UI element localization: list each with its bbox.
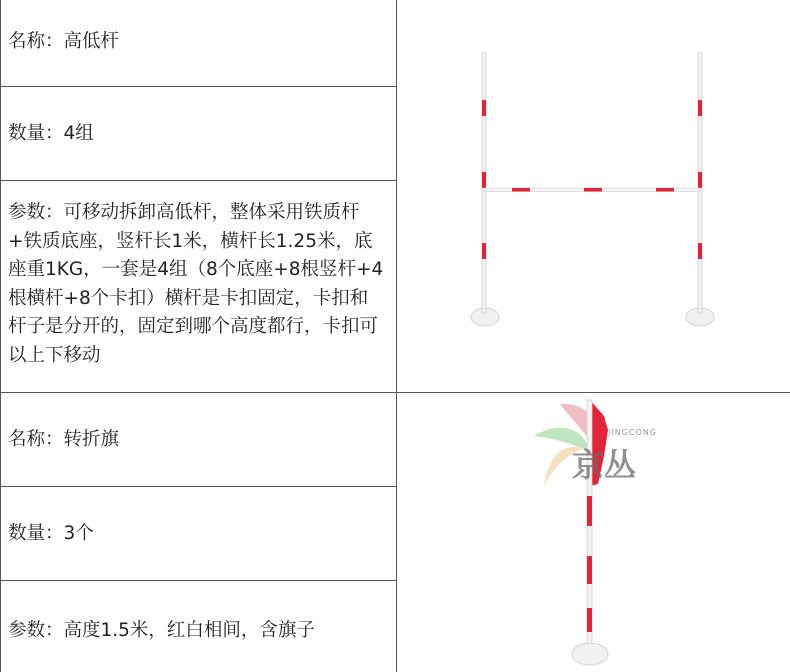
watermark-text: 京丛	[572, 446, 637, 484]
product-1-params: 参数：可移动拆卸高低杆，整体采用铁质杆+铁质底座，竖杆长1米，横杆长1.25米，底座重1KG，一套是4组（8个底座+8根竖杆+4根横杆+8个卡扣）横杆是卡扣固定，卡扣和杆子是分开的，固定到哪个高度都行，卡扣可以上下移动	[8, 202, 384, 366]
section-divider	[0, 392, 790, 393]
flag-base	[572, 643, 608, 665]
turn-flag-image	[520, 396, 680, 672]
product-1-name: 名称：高低杆	[8, 31, 120, 52]
row-divider	[0, 86, 397, 87]
table-left-border	[0, 0, 1, 672]
product-2-params: 参数：高度1.5米，红白相间，含旗子	[8, 620, 315, 641]
product-2-name: 名称：转折旗	[8, 429, 120, 450]
hurdle-poles-image	[460, 45, 730, 335]
row-divider	[0, 486, 397, 487]
watermark-subtext: JINGCONG	[608, 428, 657, 437]
row-divider	[0, 180, 397, 181]
product-1-quantity: 数量：4组	[8, 123, 94, 144]
product-2-quantity: 数量：3个	[8, 523, 94, 544]
table-column-divider	[396, 0, 397, 672]
row-divider	[0, 580, 397, 581]
